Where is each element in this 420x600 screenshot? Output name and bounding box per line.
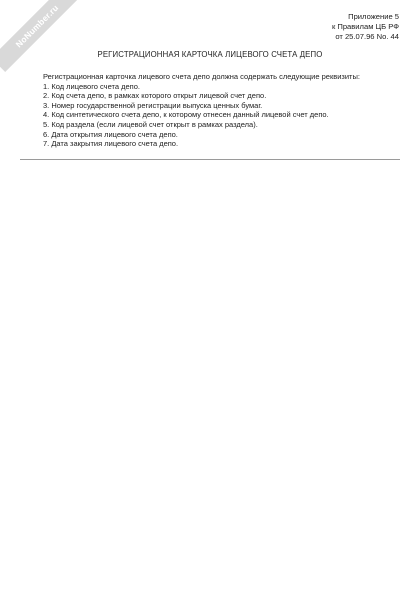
horizontal-divider (20, 159, 400, 160)
appendix-line: от 25.07.96 No. 44 (335, 32, 399, 42)
requisite-item: 7. Дата закрытия лицевого счета депо. (43, 139, 179, 149)
requisite-item: 6. Дата открытия лицевого счета депо. (43, 129, 178, 139)
requisite-item: 5. Код раздела (если лицевой счет открыт в рамках раздела). (43, 119, 258, 129)
document-body (43, 72, 403, 149)
appendix-line: Приложение 5 (348, 12, 399, 21)
requisite-item: 2. Код счета депо, в рамках которого открыт лицевой счет депо. (43, 91, 267, 101)
appendix-line: к Правилам ЦБ РФ (331, 22, 399, 32)
appendix-note (332, 12, 399, 43)
requisite-item: 1. Код лицевого счета депо. (43, 81, 140, 91)
requisite-item: 3. Номер государственной регистрации выпуска ценных бумаг. (43, 100, 263, 110)
requisite-item: 4. Код синтетического счета депо, к которому отнесен данный лицевой счет депо. (43, 110, 329, 120)
document-title: РЕГИСТРАЦИОННАЯ КАРТОЧКА ЛИЦЕВОГО СЧЕТА ДЕПО (97, 50, 323, 59)
watermark-ribbon: NoNumber.ru (0, 0, 83, 72)
intro-paragraph: Регистрационная карточка лицевого счета депо должна содержать следующие реквизиты: (43, 72, 360, 81)
